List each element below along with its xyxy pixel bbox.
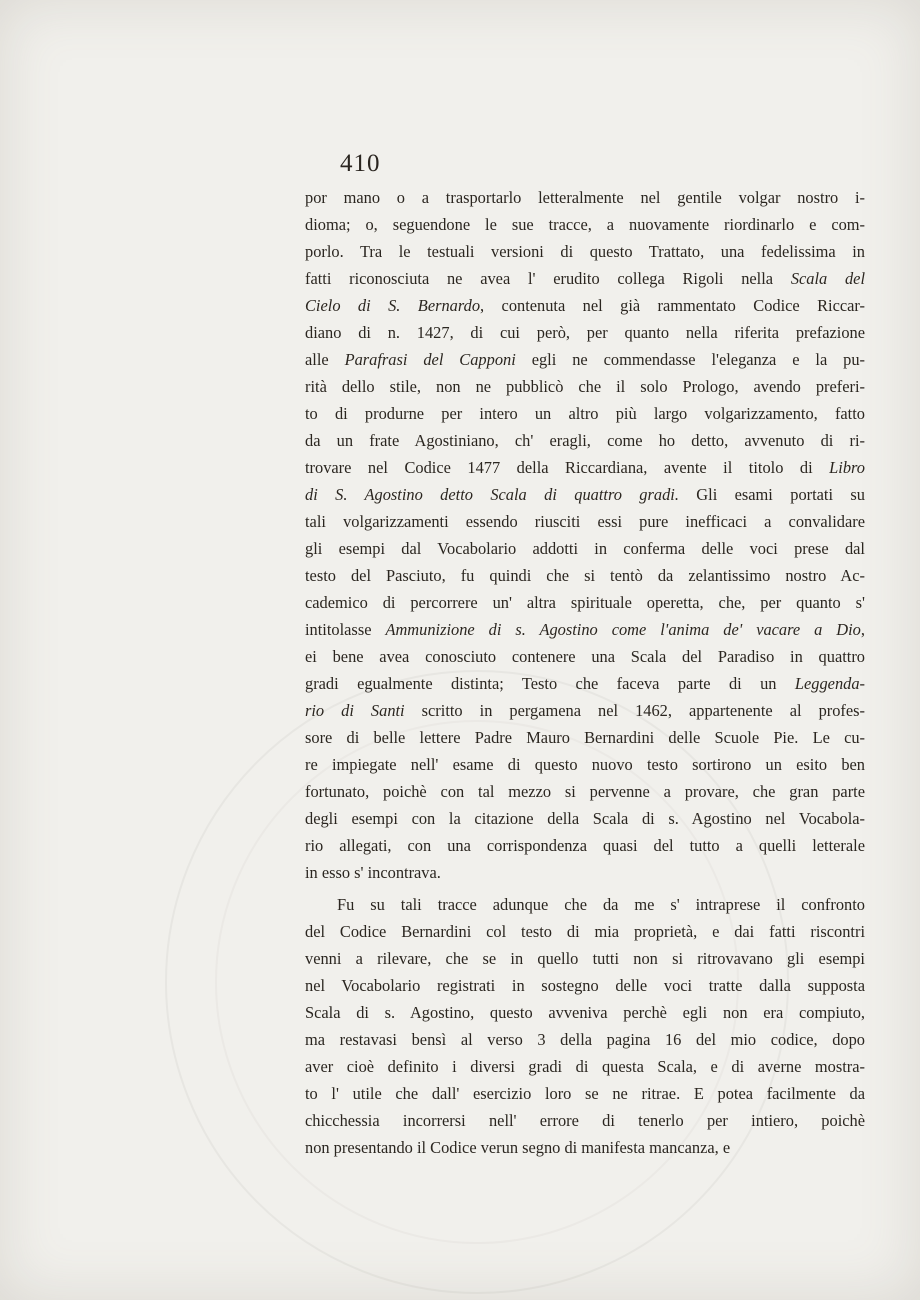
italic-text-span: di S. Agostino detto Scala di quattro gradi. <box>305 485 679 504</box>
text-line <box>305 670 865 697</box>
text-span: Scala di s. Agostino, questo avveniva perchè egli non era compiuto, <box>305 1003 865 1022</box>
text-span: degli esempi con la citazione della Scala di s. Agostino nel Vocabola- <box>305 809 865 828</box>
text-line <box>305 697 865 724</box>
italic-text-span: Libro <box>829 458 865 477</box>
text-span: alle <box>305 350 345 369</box>
text-line <box>305 346 865 373</box>
text-line <box>305 184 865 211</box>
text-line <box>305 918 865 945</box>
text-span: Fu su tali tracce adunque che da me s' intraprese il confronto <box>337 895 865 914</box>
text-span: non presentando il Codice verun segno di manifesta mancanza, e <box>305 1138 731 1157</box>
text-span: rità dello stile, non ne pubblicò che il solo Prologo, avendo preferi- <box>305 377 865 396</box>
text-span: , <box>860 620 865 639</box>
text-span: fortunato, poichè con tal mezzo si pervenne a provare, che gran parte <box>305 782 865 801</box>
text-span: ma restavasi bensì al verso 3 della pagina 16 del mio codice, dopo <box>305 1030 865 1049</box>
text-span: diano di n. 1427, di cui però, per quanto nella riferita prefazione <box>305 323 865 342</box>
text-line <box>305 481 865 508</box>
text-line <box>305 945 865 972</box>
text-span: del Codice Bernardini col testo di mia proprietà, e dai fatti riscontri <box>305 922 865 941</box>
text-line <box>305 319 865 346</box>
text-line <box>305 832 865 859</box>
text-line <box>305 616 865 643</box>
text-line <box>305 1026 865 1053</box>
text-span: to l' utile che dall' esercizio loro se ne ritrae. E potea facilmente da <box>305 1084 865 1103</box>
text-line <box>305 211 865 238</box>
text-span: , contenuta nel già rammentato Codice Riccar- <box>480 296 865 315</box>
text-line <box>305 859 865 886</box>
text-line <box>305 265 865 292</box>
text-span: chicchessia incorrersi nell' errore di tenerlo per intiero, poichè <box>305 1111 865 1130</box>
text-line <box>305 400 865 427</box>
text-span: scritto in pergamena nel 1462, appartenente al profes- <box>404 701 865 720</box>
text-line <box>305 535 865 562</box>
text-span: aver cioè definito i diversi gradi di questa Scala, e di averne mostra- <box>305 1057 865 1076</box>
text-span: gli esempi dal Vocabolario addotti in conferma delle voci prese dal <box>305 539 865 558</box>
text-line <box>305 999 865 1026</box>
italic-text-span: rio di Santi <box>305 701 405 720</box>
text-span: tali volgarizzamenti essendo riusciti essi pure inefficaci a convalidare <box>305 512 865 531</box>
text-line <box>305 427 865 454</box>
text-line <box>305 562 865 589</box>
text-span: re impiegate nell' esame di questo nuovo testo sortirono un esito ben <box>305 755 865 774</box>
text-span: venni a rilevare, che se in quello tutti non si ritrovavano gli esempi <box>305 949 865 968</box>
text-line <box>305 805 865 832</box>
text-line <box>305 454 865 481</box>
text-line <box>305 508 865 535</box>
body-text <box>305 184 865 1161</box>
text-line <box>305 724 865 751</box>
italic-text-span: Parafrasi del Capponi <box>344 350 516 369</box>
text-line <box>305 1080 865 1107</box>
text-span: por mano o a trasportarlo letteralmente nel gentile volgar nostro i- <box>305 188 865 207</box>
italic-text-span: Cielo di S. Bernardo <box>305 296 481 315</box>
text-line <box>305 1107 865 1134</box>
text-span: fatti riconosciuta ne avea l' erudito collega Rigoli nella <box>305 269 791 288</box>
text-line <box>305 643 865 670</box>
italic-text-span: Scala del <box>790 269 865 288</box>
italic-text-span: Leggenda- <box>794 674 865 693</box>
text-span: trovare nel Codice 1477 della Riccardiana, avente il titolo di <box>305 458 830 477</box>
text-span: egli ne commendasse l'eleganza e la pu- <box>515 350 866 369</box>
text-line <box>305 891 865 918</box>
text-line <box>305 373 865 400</box>
text-line <box>305 589 865 616</box>
text-line <box>305 238 865 265</box>
text-line <box>305 778 865 805</box>
text-line <box>305 1134 865 1161</box>
text-span: gradi egualmente distinta; Testo che faceva parte di un <box>305 674 795 693</box>
text-span: sore di belle lettere Padre Mauro Bernardini delle Scuole Pie. Le cu- <box>305 728 865 747</box>
italic-text-span: Ammunizione di s. Agostino come l'anima de' vacare a Dio <box>385 620 861 639</box>
text-span: dioma; o, seguendone le sue tracce, a nuovamente riordinarlo e com- <box>305 215 865 234</box>
text-span: porlo. Tra le testuali versioni di questo Trattato, una fedelissima in <box>305 242 865 261</box>
text-span: in esso s' incontrava. <box>305 863 441 882</box>
text-line <box>305 292 865 319</box>
text-span: ei bene avea conosciuto contenere una Scala del Paradiso in quattro <box>305 647 865 666</box>
text-span: cademico di percorrere un' altra spirituale operetta, che, per quanto s' <box>305 593 865 612</box>
text-span: intitolasse <box>305 620 386 639</box>
text-span: rio allegati, con una corrispondenza quasi del tutto a quelli letterale <box>305 836 865 855</box>
text-span: da un frate Agostiniano, ch' eragli, come ho detto, avvenuto di ri- <box>305 431 865 450</box>
text-span: to di produrne per intero un altro più largo volgarizzamento, fatto <box>305 404 865 423</box>
page-number: 410 <box>340 150 381 177</box>
text-span: Gli esami portati su <box>678 485 865 504</box>
text-line <box>305 751 865 778</box>
text-span: testo del Pasciuto, fu quindi che si tentò da zelantissimo nostro Ac- <box>305 566 865 585</box>
text-line <box>305 972 865 999</box>
text-line <box>305 1053 865 1080</box>
text-span: nel Vocabolario registrati in sostegno delle voci tratte dalla supposta <box>305 976 865 995</box>
